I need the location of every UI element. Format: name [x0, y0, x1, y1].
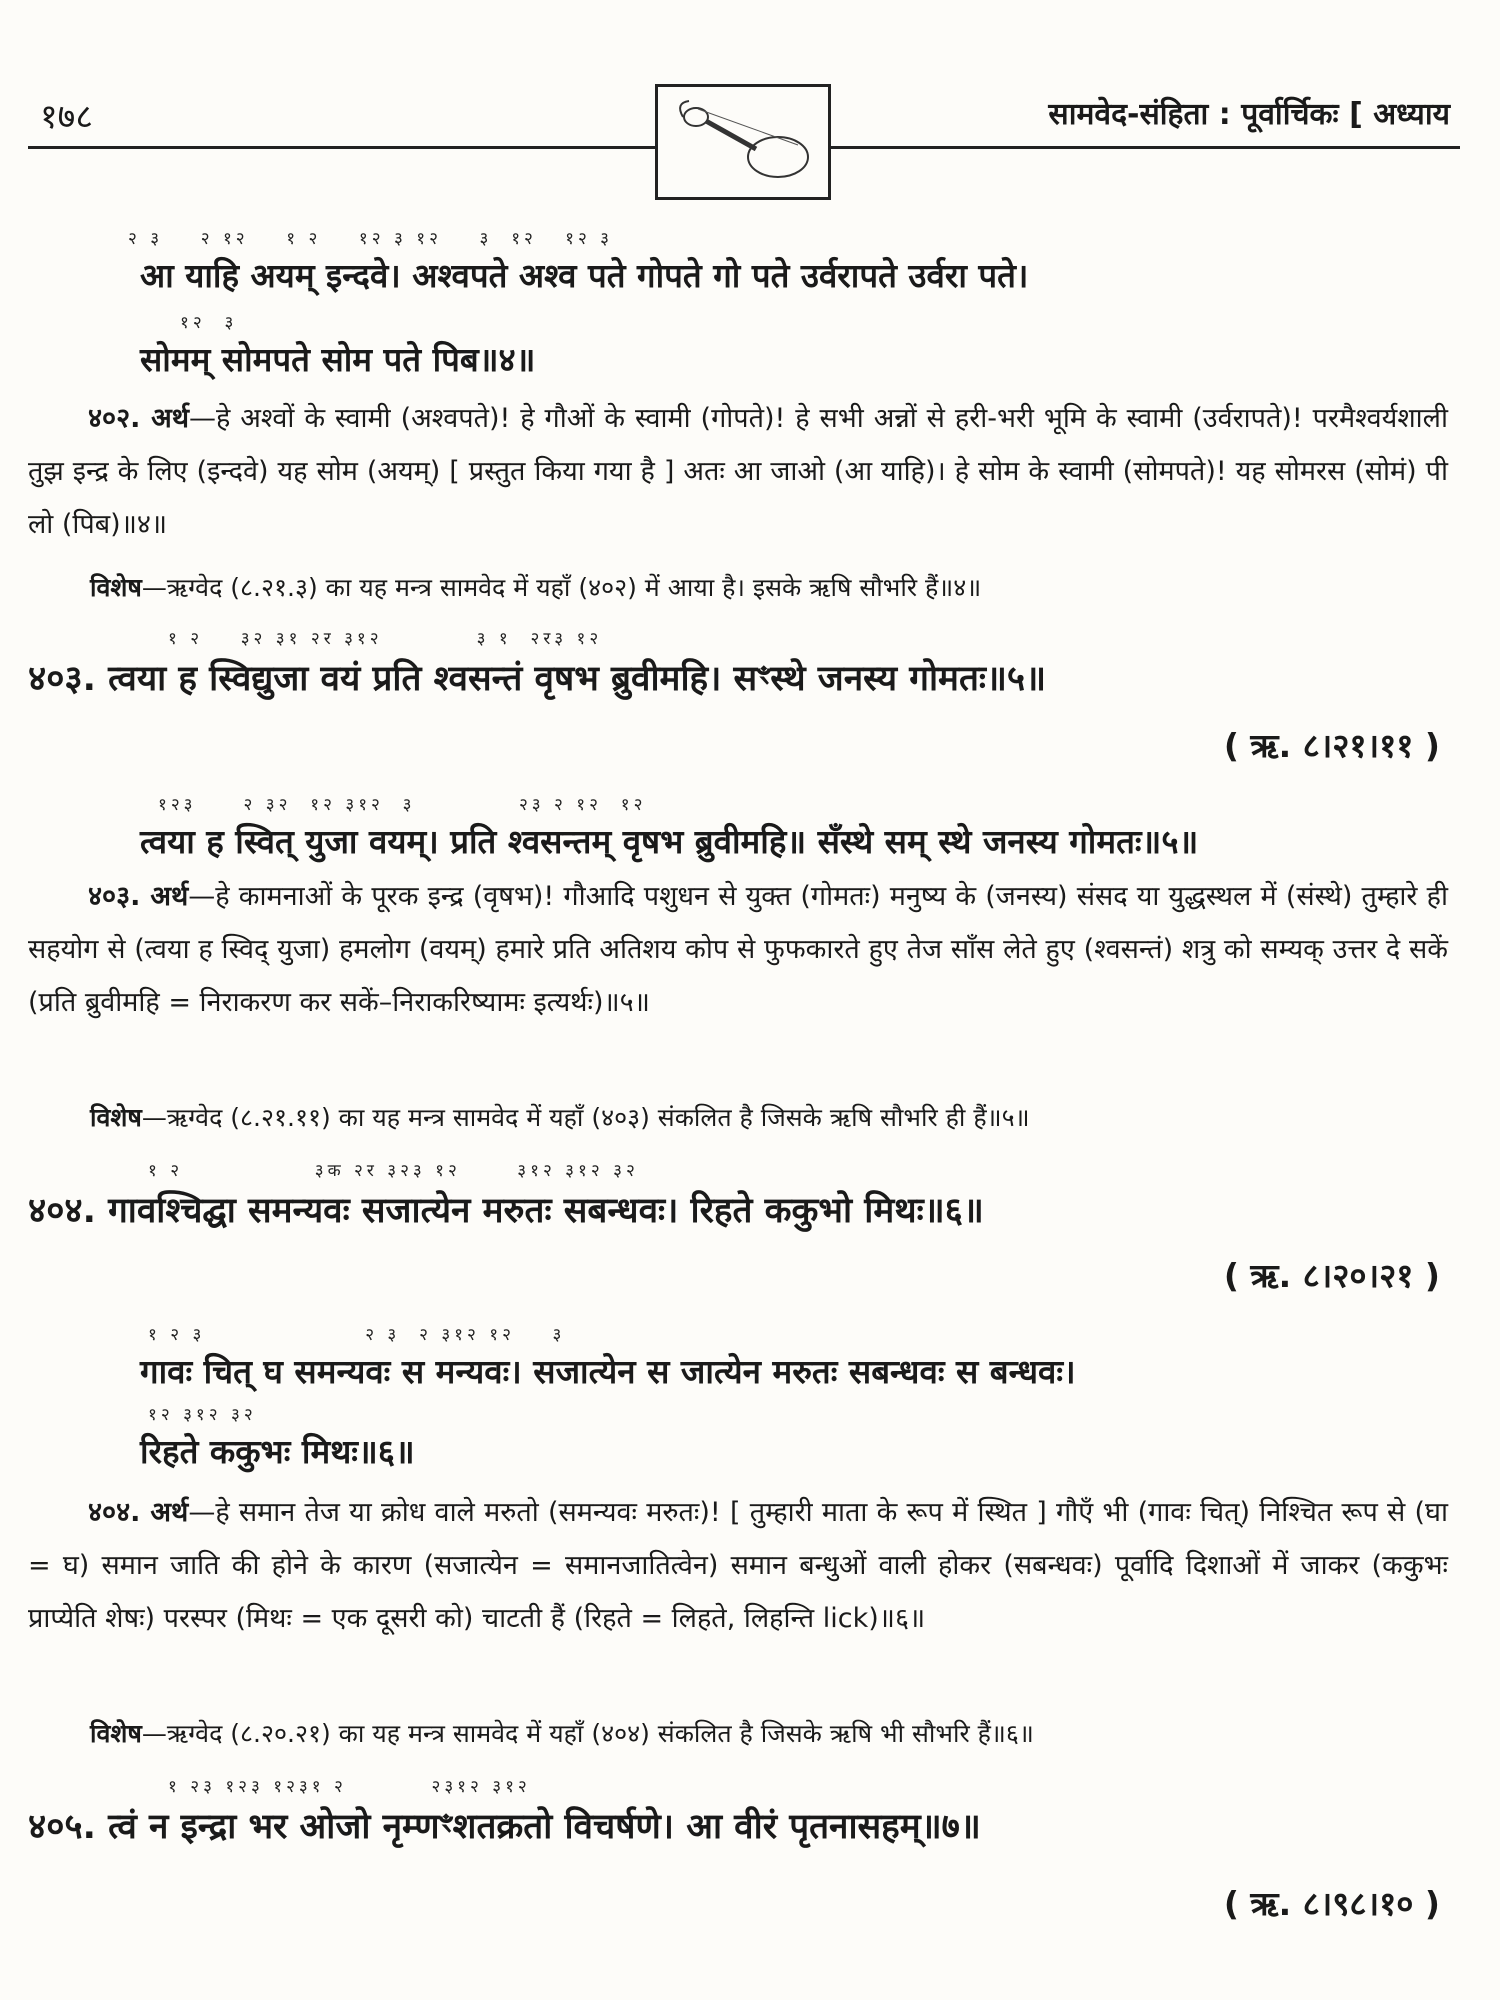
accent-marks: १ २ ३२ ३१ २र ३१२ ३ १ २र३ १२	[168, 629, 603, 649]
mantra-line: रिहते ककुभः मिथः॥६॥	[140, 1432, 415, 1471]
vishesh-text: —ऋग्वेद (८.२१.११) का यह मन्त्र सामवेद में यहाँ (४०३) संकलित है जिसके ऋषि सौभरि ही हैं॥५॥	[141, 1103, 1030, 1132]
mantra-line: सोमम् सोमपते सोम पते पिब॥४॥	[140, 340, 536, 379]
artha-label: ४०४. अर्थ	[88, 1497, 189, 1528]
accent-marks: १२ ३	[180, 313, 238, 333]
accent-marks: १२३ २ ३२ १२ ३१२ ३ २३ २ १२ १२	[158, 795, 647, 815]
vishesh-note	[90, 1716, 1034, 1750]
vishesh-text: —ऋग्वेद (८.२१.३) का यह मन्त्र सामवेद में यहाँ (४०२) में आया है। इसके ऋषि सौभरि हैं॥४॥	[141, 573, 982, 602]
rigveda-reference: ( ऋ. ८।९८।१० )	[1223, 1884, 1440, 1923]
artha-text: —हे अश्वों के स्वामी (अश्वपते)! हे गौओं के स्वामी (गोपते)! हे सभी अन्नों से हरी-भरी भूमि के स्वामी (उर्वरापते)! परमैश्वर्यशाली तुझ इन्द्र के लिए (इन्दवे) यह सोम (अयम्) [ प्रस्तुत किया गया है ] अतः आ जाओ (आ याहि)। हे सोम के स्वामी (सोमपते)! यह सोमरस (सोमं) पी लो (पिब)॥४॥	[28, 403, 1448, 540]
veena-drawing	[658, 87, 828, 197]
artha-text: —हे कामनाओं के पूरक इन्द्र (वृषभ)! गौआदि पशुधन से युक्त (गोमतः) मनुष्य के (जनस्य) संसद या युद्धस्थल में (संस्थे) तुम्हारे ही सहयोग से (त्वया ह स्विद् युजा) हमलोग (वयम्) हमारे प्रति अतिशय कोप से फुफकारते हुए तेज साँस लेते हुए (श्वसन्तं) शत्रु को सम्यक् उत्तर दे सकें (प्रति ब्रुवीमहि = निराकरण कर सकें–निराकरिष्यामः इत्यर्थः)॥५॥	[28, 881, 1448, 1018]
artha-paragraph	[28, 1486, 1448, 1645]
artha-label: ४०३. अर्थ	[88, 881, 189, 912]
vishesh-label: विशेष	[90, 1103, 142, 1132]
mantra-line: आ याहि अयम् इन्दवे। अश्वपते अश्व पते गोपते गो पते उर्वरापते उर्वरा पते।	[140, 256, 1029, 295]
mantra-line: गावः चित् घ समन्यवः स मन्यवः। सजात्येन स जात्येन मरुतः सबन्धवः स बन्धवः।	[140, 1352, 1076, 1391]
artha-paragraph	[28, 392, 1448, 551]
mantra-line: ४०३. त्वया ह स्विद्युजा वयं प्रति श्वसन्तं वृषभ ब्रुवीमहि। सꣳस्थे जनस्य गोमतः॥५॥	[28, 659, 1047, 699]
accent-marks: १ २ ३क २र ३२३ १२ ३१२ ३१२ ३२	[148, 1161, 639, 1181]
rigveda-reference: ( ऋ. ८।२०।२१ )	[1223, 1256, 1440, 1295]
accent-marks: १ २ ३ २ ३ २ ३१२ १२ ३	[148, 1325, 566, 1345]
vishesh-label: विशेष	[90, 573, 142, 602]
accent-marks: १२ ३१२ ३२	[148, 1405, 257, 1425]
vishesh-text: —ऋग्वेद (८.२०.२१) का यह मन्त्र सामवेद में यहाँ (४०४) संकलित है जिसके ऋषि भी सौभरि हैं॥६॥	[141, 1719, 1034, 1748]
mantra-line: ४०५. त्वं न इन्द्रा भर ओजो नृम्णꣳशतक्रतो विचर्षणे। आ वीरं पृतनासहम्॥७॥	[28, 1807, 981, 1847]
vishesh-label: विशेष	[90, 1719, 142, 1748]
accent-marks: १ २३ १२३ १२३१ २ २३१२ ३१२	[168, 1777, 531, 1797]
artha-label: ४०२. अर्थ	[88, 403, 190, 434]
running-title: सामवेद-संहिता : पूर्वार्चिकः [ अध्याय	[1048, 97, 1450, 132]
accent-marks: २ ३ २ १२ १ २ १२ ३ १२ ३ १२ १२ ३	[128, 229, 614, 249]
artha-text: —हे समान तेज या क्रोध वाले मरुतो (समन्यवः मरुतः)! [ तुम्हारी माता के रूप में स्थित ] गौएँ भी (गावः चित्) निश्चित रूप से (घा = घ) समान जाति की होने के कारण (सजात्येन = समानजातित्वेन) समान बन्धुओं वाली होकर (सबन्धवः) पूर्वादि दिशाओं में जाकर (ककुभः प्राप्येति शेषः) परस्पर (मिथः = एक दूसरी को) चाटती हैं (रिहते = लिहते, लिहन्ति lick)॥६॥	[28, 1497, 1448, 1634]
vishesh-note	[90, 1100, 1030, 1134]
rigveda-reference: ( ऋ. ८।२१।११ )	[1223, 726, 1440, 765]
vishesh-note	[90, 570, 981, 604]
mantra-line: ४०४. गावश्चिद्घा समन्यवः सजात्येन मरुतः सबन्धवः। रिहते ककुभो मिथः॥६॥	[28, 1191, 984, 1231]
veena-icon	[655, 84, 831, 200]
mantra-line: त्वया ह स्वित् युजा वयम्। प्रति श्वसन्तम् वृषभ ब्रुवीमहि॥ सँस्थे सम् स्थे जनस्य गोमतः॥५॥	[140, 822, 1199, 861]
artha-paragraph	[28, 870, 1448, 1029]
page-number: १७८	[40, 97, 94, 137]
